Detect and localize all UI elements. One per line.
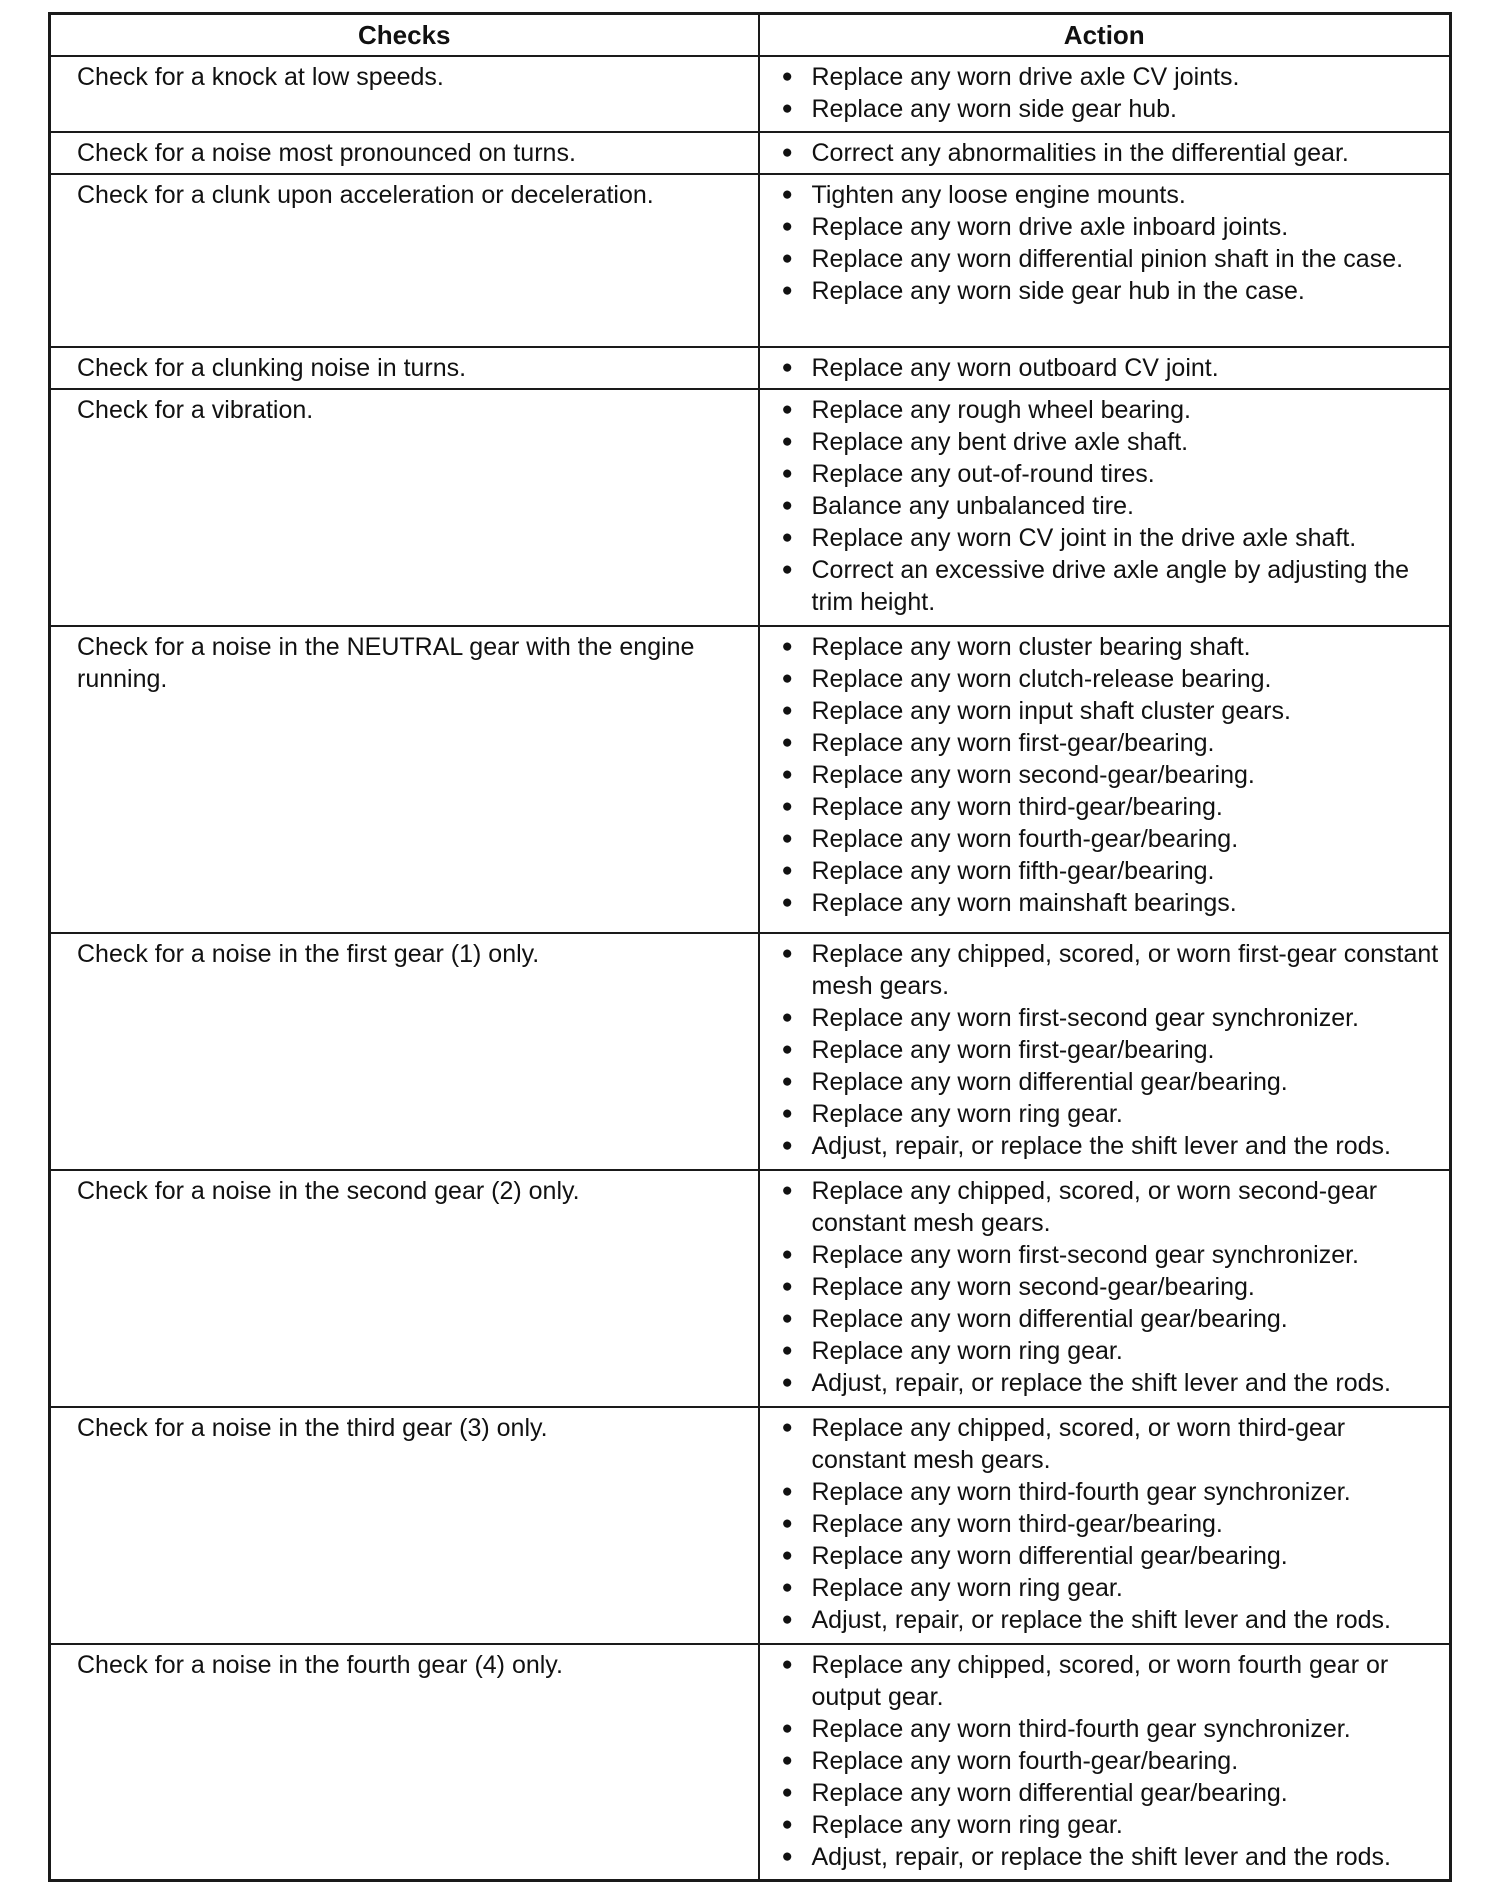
action-list xyxy=(760,938,1440,1162)
action-list xyxy=(760,394,1440,618)
action-list-item: ● Replace any bent drive axle shaft. xyxy=(760,426,1440,458)
action-list-item: ● Correct any abnormalities in the differential gear. xyxy=(760,137,1440,169)
action-list-item: ● Replace any worn ring gear. xyxy=(760,1572,1440,1604)
action-list-item: ● Replace any worn first-gear/bearing. xyxy=(760,1034,1440,1066)
table-row xyxy=(50,389,1451,626)
action-list-item: ● Replace any worn ring gear. xyxy=(760,1809,1440,1841)
action-list-item: ● Replace any worn cluster bearing shaft. xyxy=(760,631,1440,663)
table-row xyxy=(50,174,1451,347)
table-row xyxy=(50,933,1451,1170)
table-row xyxy=(50,1170,1451,1407)
action-list-item: ● Replace any worn differential gear/bearing. xyxy=(760,1540,1440,1572)
table-row xyxy=(50,1644,1451,1881)
action-list-item: ● Replace any worn third-fourth gear synchronizer. xyxy=(760,1476,1440,1508)
table-body xyxy=(50,56,1451,1881)
action-list-item: ● Replace any worn differential gear/bearing. xyxy=(760,1303,1440,1335)
action-list-item: ● Replace any worn first-second gear synchronizer. xyxy=(760,1239,1440,1271)
check-cell: Check for a vibration. xyxy=(50,389,759,626)
check-cell: Check for a clunking noise in turns. xyxy=(50,347,759,389)
action-list-item: ● Replace any worn third-gear/bearing. xyxy=(760,1508,1440,1540)
action-list-item: ● Replace any worn second-gear/bearing. xyxy=(760,759,1440,791)
header-row xyxy=(50,14,1451,57)
action-list-item: ● Replace any worn side gear hub. xyxy=(760,93,1440,125)
action-list-item: ● Correct an excessive drive axle angle by adjusting the trim height. xyxy=(760,554,1440,618)
action-list-item: ● Replace any chipped, scored, or worn second-gear constant mesh gears. xyxy=(760,1175,1440,1239)
action-list-item: ● Tighten any loose engine mounts. xyxy=(760,179,1440,211)
diagnosis-table xyxy=(48,12,1452,1882)
action-list-item: ● Replace any worn first-second gear synchronizer. xyxy=(760,1002,1440,1034)
action-list xyxy=(760,1412,1440,1636)
action-list-item: ● Replace any worn second-gear/bearing. xyxy=(760,1271,1440,1303)
action-list xyxy=(760,1175,1440,1399)
check-cell: Check for a noise in the fourth gear (4) only. xyxy=(50,1644,759,1881)
action-list-item: ● Replace any worn differential gear/bearing. xyxy=(760,1066,1440,1098)
table-row xyxy=(50,132,1451,174)
action-cell xyxy=(759,626,1451,933)
action-list-item: ● Replace any worn side gear hub in the case. xyxy=(760,275,1440,307)
action-list-item: ● Replace any worn CV joint in the drive axle shaft. xyxy=(760,522,1440,554)
check-cell: Check for a knock at low speeds. xyxy=(50,56,759,132)
action-cell xyxy=(759,174,1451,347)
action-list xyxy=(760,352,1440,384)
action-list-item: ● Replace any worn differential pinion shaft in the case. xyxy=(760,243,1440,275)
action-list-item: ● Adjust, repair, or replace the shift lever and the rods. xyxy=(760,1130,1440,1162)
action-list-item: ● Adjust, repair, or replace the shift lever and the rods. xyxy=(760,1604,1440,1636)
action-cell xyxy=(759,56,1451,132)
table-row xyxy=(50,347,1451,389)
action-list-item: ● Replace any rough wheel bearing. xyxy=(760,394,1440,426)
action-cell xyxy=(759,1170,1451,1407)
action-list-item: ● Replace any out-of-round tires. xyxy=(760,458,1440,490)
action-list-item: ● Replace any chipped, scored, or worn fourth gear or output gear. xyxy=(760,1649,1440,1713)
action-list-item: ● Adjust, repair, or replace the shift lever and the rods. xyxy=(760,1367,1440,1399)
check-cell: Check for a noise in the second gear (2) only. xyxy=(50,1170,759,1407)
check-cell: Check for a noise in the NEUTRAL gear with the engine running. xyxy=(50,626,759,933)
action-list-item: ● Balance any unbalanced tire. xyxy=(760,490,1440,522)
table-row xyxy=(50,56,1451,132)
action-list-item: ● Replace any worn third-gear/bearing. xyxy=(760,791,1440,823)
action-list-item: ● Replace any worn mainshaft bearings. xyxy=(760,887,1440,919)
action-list-item: ● Replace any worn outboard CV joint. xyxy=(760,352,1440,384)
action-list xyxy=(760,137,1440,169)
action-list-item: ● Replace any worn first-gear/bearing. xyxy=(760,727,1440,759)
check-cell: Check for a noise most pronounced on turns. xyxy=(50,132,759,174)
action-list xyxy=(760,179,1440,307)
action-list xyxy=(760,61,1440,125)
action-list-item: ● Replace any worn input shaft cluster gears. xyxy=(760,695,1440,727)
checks-column-header: Checks xyxy=(50,14,759,57)
action-cell xyxy=(759,132,1451,174)
action-list-item: ● Replace any chipped, scored, or worn third-gear constant mesh gears. xyxy=(760,1412,1440,1476)
check-cell: Check for a noise in the first gear (1) only. xyxy=(50,933,759,1170)
action-list-item: ● Replace any worn clutch-release bearing. xyxy=(760,663,1440,695)
action-cell xyxy=(759,1407,1451,1644)
action-list-item: ● Replace any worn fourth-gear/bearing. xyxy=(760,823,1440,855)
action-list xyxy=(760,631,1440,919)
action-cell xyxy=(759,1644,1451,1881)
action-list-item: ● Replace any worn drive axle inboard joints. xyxy=(760,211,1440,243)
action-cell xyxy=(759,347,1451,389)
check-cell: Check for a noise in the third gear (3) only. xyxy=(50,1407,759,1644)
action-list-item: ● Replace any worn fourth-gear/bearing. xyxy=(760,1745,1440,1777)
table-row xyxy=(50,1407,1451,1644)
action-list-item: ● Replace any worn third-fourth gear synchronizer. xyxy=(760,1713,1440,1745)
action-list-item: ● Replace any worn ring gear. xyxy=(760,1335,1440,1367)
action-list-item: ● Replace any chipped, scored, or worn first-gear constant mesh gears. xyxy=(760,938,1440,1002)
table-row xyxy=(50,626,1451,933)
action-list-item: ● Replace any worn drive axle CV joints. xyxy=(760,61,1440,93)
action-list-item: ● Replace any worn ring gear. xyxy=(760,1098,1440,1130)
action-column-header: Action xyxy=(759,14,1451,57)
check-cell: Check for a clunk upon acceleration or deceleration. xyxy=(50,174,759,347)
action-cell xyxy=(759,389,1451,626)
action-list-item: ● Replace any worn fifth-gear/bearing. xyxy=(760,855,1440,887)
action-list-item: ● Replace any worn differential gear/bearing. xyxy=(760,1777,1440,1809)
action-list-item: ● Adjust, repair, or replace the shift lever and the rods. xyxy=(760,1841,1440,1873)
action-cell xyxy=(759,933,1451,1170)
action-list xyxy=(760,1649,1440,1873)
